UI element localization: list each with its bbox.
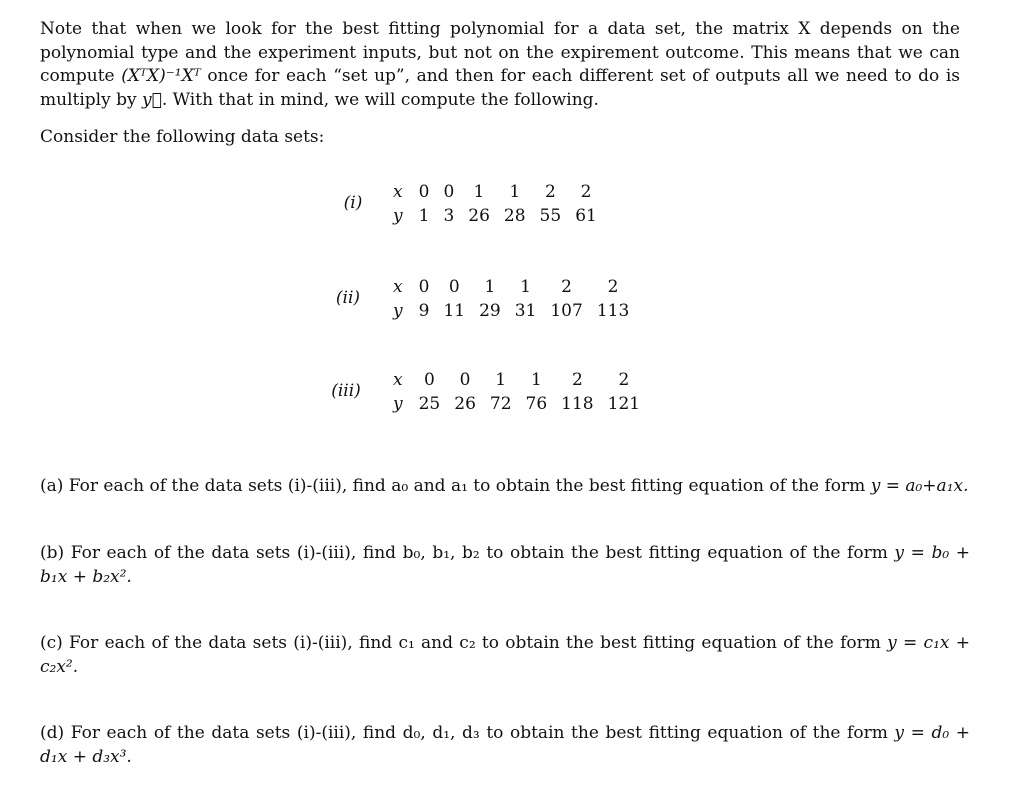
y-cell: 26 xyxy=(468,206,490,226)
part-a xyxy=(40,475,970,499)
intro-text-2: once for each “set up”, and then for each different set of outputs all we need to do is multiply by xyxy=(40,66,961,110)
y-cell: 107 xyxy=(550,301,583,321)
y-cell: 31 xyxy=(514,301,537,321)
part-b xyxy=(40,542,970,589)
x-cell: 2 xyxy=(580,182,592,202)
y-row xyxy=(386,392,647,416)
y-cell: 26 xyxy=(454,394,476,414)
x-cell: 1 xyxy=(473,182,485,202)
x-row xyxy=(386,180,604,204)
y-var: y xyxy=(393,206,403,226)
x-cell: 2 xyxy=(607,277,619,297)
data-table xyxy=(386,275,636,323)
y-cell: 113 xyxy=(596,301,630,321)
y-var: y xyxy=(393,394,403,414)
y-cell: 55 xyxy=(539,206,562,226)
y-cell: 118 xyxy=(561,394,594,414)
x-cell: 0 xyxy=(424,370,435,390)
part-c-equation: y = c₁x + c₂x². xyxy=(40,633,970,677)
dataset-ii xyxy=(0,275,1024,335)
dataset-label: (i) xyxy=(343,193,363,213)
x-row xyxy=(386,368,647,392)
x-cell: 2 xyxy=(544,182,556,202)
y-cell: 29 xyxy=(479,301,501,321)
y-cell: 25 xyxy=(418,394,441,414)
consider-heading: Consider the following data sets: xyxy=(40,127,325,147)
part-c xyxy=(40,632,970,679)
x-cell: 0 xyxy=(418,277,430,297)
x-var: x xyxy=(393,182,403,202)
y-row xyxy=(386,299,636,323)
part-b-text: (b) For each of the data sets (i)-(iii), find b₀, b₁, b₂ to obtain the best fitting equation of the form xyxy=(40,543,895,563)
part-c-text: (c) For each of the data sets (i)-(iii), find c₁ and c₂ to obtain the best fitting equation of the form xyxy=(40,633,888,653)
part-a-equation: y = a₀+a₁x. xyxy=(870,476,969,496)
x-cell: 0 xyxy=(459,370,471,390)
y-cell: 28 xyxy=(503,206,526,226)
dataset-label: (ii) xyxy=(335,288,361,308)
part-a-text: (a) For each of the data sets (i)-(iii), find a₀ and a₁ to obtain the best fitting equation of the form xyxy=(40,476,871,496)
y-cell: 9 xyxy=(418,301,430,321)
part-d-equation: y = d₀ + d₁x + d₃x³. xyxy=(40,723,970,767)
intro-text-1: Note that when we look for the best fitting polynomial for a data set, the matrix X depends on the polynomial type and the experiment inputs, but not on the expirement outcome. This means that we can compute xyxy=(40,19,960,86)
x-cell: 2 xyxy=(561,277,572,297)
y-cell: 76 xyxy=(525,394,548,414)
intro-text-3: . With that in mind, we will compute the following. xyxy=(161,89,599,110)
x-cell: 0 xyxy=(443,182,455,202)
x-cell: 0 xyxy=(418,182,430,202)
part-d-text: (d) For each of the data sets (i)-(iii), find d₀, d₁, d₃ to obtain the best fitting equation of the form xyxy=(40,723,895,743)
x-cell: 0 xyxy=(448,277,460,297)
data-table xyxy=(386,180,604,228)
y-cell: 121 xyxy=(607,394,641,414)
x-cell: 1 xyxy=(530,370,542,390)
part-b-equation: y = b₀ + b₁x + b₂x². xyxy=(40,543,970,587)
y-cell: 72 xyxy=(489,394,512,414)
x-cell: 2 xyxy=(618,370,630,390)
y-var: y xyxy=(393,301,403,321)
x-cell: 1 xyxy=(495,370,507,390)
data-table xyxy=(386,368,647,416)
y-vector: y⃗ xyxy=(142,89,162,110)
projection-formula: (XᵀX)⁻¹Xᵀ xyxy=(121,66,201,86)
x-cell: 1 xyxy=(520,277,531,297)
intro-paragraph xyxy=(40,18,960,112)
y-cell: 61 xyxy=(575,206,597,226)
x-cell: 2 xyxy=(571,370,583,390)
part-d xyxy=(40,722,970,769)
dataset-iii xyxy=(0,368,1024,428)
x-var: x xyxy=(393,370,403,390)
y-cell: 11 xyxy=(443,301,466,321)
dataset-label: (iii) xyxy=(331,381,361,401)
y-cell: 3 xyxy=(443,206,455,226)
dataset-i xyxy=(0,180,1024,240)
x-var: x xyxy=(393,277,403,297)
x-cell: 1 xyxy=(484,277,496,297)
y-row xyxy=(386,204,604,228)
y-cell: 1 xyxy=(418,206,430,226)
x-row xyxy=(386,275,636,299)
x-cell: 1 xyxy=(509,182,521,202)
